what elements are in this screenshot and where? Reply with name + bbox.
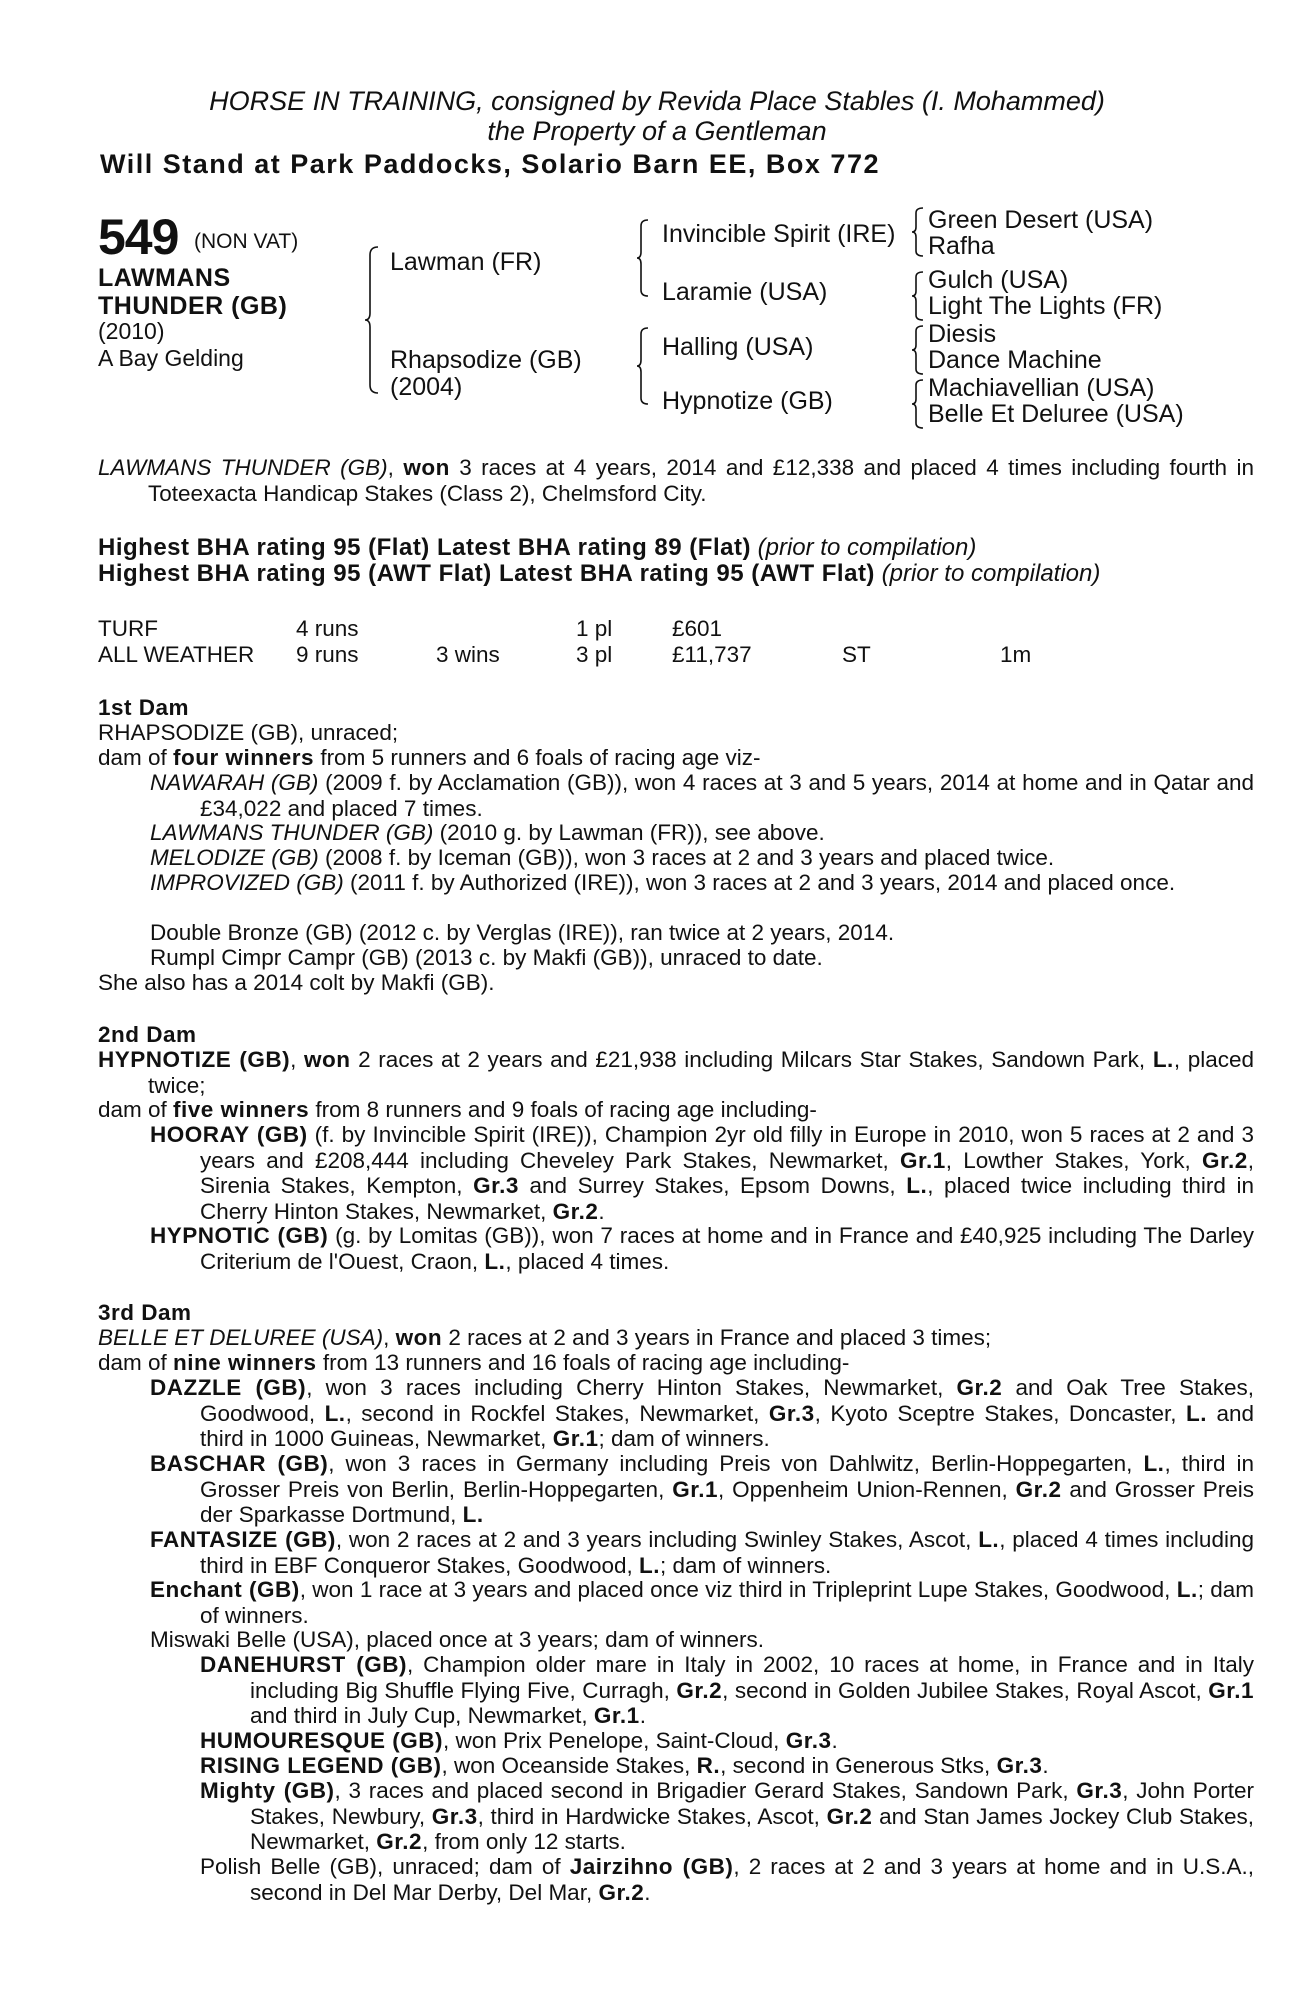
grand-produce-4: Mighty (GB), 3 races and placed second in Brigadier Gerard Stakes, Sandown Park, Gr.3, John Porter Stakes, Newbury, Gr.3, third in Hardwicke Stakes, Ascot, Gr.2 and Stan James Jockey Club Stakes, Newmarket, Gr.2, from only 12 starts. [200,1778,1254,1854]
rating-flat: Highest BHA rating 95 (Flat) Latest BHA rating 89 (Flat) (prior to compilation) [98,534,977,561]
race-record-summary: LAWMANS THUNDER (GB), won 3 races at 4 years, 2014 and £12,338 and placed 4 times including fourth in Toteexacta Handicap Stakes (Class 2), Chelmsford City. [98,455,1254,506]
lot-number: 549 [98,209,179,265]
third-dam-produce-3: FANTASIZE (GB), won 2 races at 2 and 3 years including Swinley Stakes, Ascot, L., placed 4 times including third in EBF Conqueror Stakes, Goodwood, L.; dam of winners. [150,1527,1254,1578]
horse-name-line2: THUNDER (GB) [98,292,288,320]
grand-produce-5: Polish Belle (GB), unraced; dam of Jairzihno (GB), 2 races at 2 and 3 years at home and in U.S.A., second in Del Mar Derby, Del Mar, Gr.2. [200,1854,1254,1905]
third-dam-produce-2: BASCHAR (GB), won 3 races in Germany including Preis von Dahlwitz, Berlin-Hoppegarten, L., third in Grosser Preis von Berlin, Berlin-Hoppegarten, Gr.1, Oppenheim Union-Rennen, Gr.2 and Grosser Preis der Sparkasse Dortmund, L. [150,1451,1254,1527]
vat-status: (NON VAT) [194,230,299,253]
catalogue-page: HORSE IN TRAINING, consigned by Revida Place Stables (I. Mohammed) the Property of a Gentleman Will Stand at Park Paddocks, Solario Barn EE, Box 772 549 (NON VAT) LAWMANS THUNDER (GB) (2010) A Bay Gelding Lawman (FR) Rhapsodize (GB) (2004) Invincible Spirit (IRE) Laramie (USA) Halling (USA) Hypnotize (GB) Green Desert (USA) Rafha Gulch (USA) Light The Lights (FR) Diesis Dance Machine Machiavellian (USA) Belle Et Deluree (USA) LAWMANS THUNDER (GB), won 3 races at 4 years, 2014 and £12,338 and placed 4 times including fourth in Toteexacta Handicap Stakes (Class 2), Chelmsford City. Highest BHA rating 95 (Flat) Latest BHA rating 89 (Flat) (prior to compilation) Highest BHA rating 95 (AWT Flat) Latest BHA rating 95 (AWT Flat) (prior to compilation) TURF 4 runs 1 pl £601 ALL WEATHER 9 runs 3 wins 3 pl £11,737 ST 1m 1st Dam RHAPSODIZE (GB), unraced; dam of four winners from 5 runners and 6 foals of racing age viz- NAWARAH (GB) (2009 f. by Acclamation (GB)), won 4 races at 3 and 5 years, 2014 at home and in Qatar and £34,022 and placed 7 times. LAWMANS THUNDER (GB) (2010 g. by Lawman (FR)), see above. MELODIZE (GB) (2008 f. by Iceman (GB)), won 3 races at 2 and 3 years and placed twice. IMPROVIZED (GB) (2011 f. by Authorized (IRE)), won 3 races at 2 and 3 years, 2014 and placed once. Double Bronze (GB) (2012 c. by Verglas (IRE)), ran twice at 2 years, 2014. Rumpl Cimpr Campr (GB) (2013 c. by Makfi (GB)), unraced to date. She also has a 2014 colt by Makfi (GB). 2nd Dam HYPNOTIZE (GB), won 2 races at 2 years and £21,938 including Milcars Star Stakes, Sandown Park, L., placed twice; dam of five winners from 8 runners and 9 foals of racing age including- HOORAY (GB) (f. by Invincible Spirit (IRE)), Champion 2yr old filly in Europe in 2010, won 5 races at 2 and 3 years and £208,444 including Cheveley Park Stakes, Newmarket, Gr.1, Lowther Stakes, York, Gr.2, Sirenia Stakes, Kempton, Gr.3 and Surrey Stakes, Epsom Downs, L., placed twice including third in Cherry Hinton Stakes, Newmarket, Gr.2. HYPNOTIC (GB) (g. by Lomitas (GB)), won 7 races at home and in France and £40,925 including The Darley Criterium de l'Ouest, Craon, L., placed 4 times. 3rd Dam BELLE ET DELUREE (USA), won 2 races at 2 and 3 years in France and placed 3 times; dam of nine winners from 13 runners and 16 foals of racing age including- DAZZLE (GB), won 3 races including Cherry Hinton Stakes, Newmarket, Gr.2 and Oak Tree Stakes, Goodwood, L., second in Rockfel Stakes, Newmarket, Gr.3, Kyoto Sceptre Stakes, Doncaster, L. and third in 1000 Guineas, Newmarket, Gr.1; dam of winners. BASCHAR (GB), won 3 races in Germany including Preis von Dahlwitz, Berlin-Hoppegarten, L., third in Grosser Preis von Berlin, Berlin-Hoppegarten, Gr.1, Oppenheim Union-Rennen, Gr.2 and Grosser Preis der Sparkasse Dortmund, L. FANTASIZE (GB), won 2 races at 2 and 3 years including Swinley Stakes, Ascot, L., placed 4 times including third in EBF Conqueror Stakes, Goodwood, L.; dam of winners. Enchant (GB), won 1 race at 3 years and placed once viz third in Tripleprint Lupe Stakes, Goodwood, L.; dam of winners. Miswaki Belle (USA), placed once at 3 years; dam of winners. DANEHURST (GB), Champion older mare in Italy in 2002, 10 races at home, in France and in Italy including Big Shuffle Flying Five, Curragh, Gr.2, second in Golden Jubilee Stakes, Royal Ascot, Gr.1 and third in July Cup, Newmarket, Gr.1. HUMOURESQUE (GB), won Prix Penelope, Saint-Cloud, Gr.3. RISING LEGEND (GB), won Oceanside Stakes, R., second in Generous Stks, Gr.3. Mighty (GB), 3 races and placed second in Brigadier Gerard Stakes, Sandown Park, Gr.3, John Porter Stakes, Newbury, Gr.3, third in Hardwicke Stakes, Ascot, Gr.2 and Stan James Jockey Club Stakes, Newmarket, Gr.2, from only 12 starts. Polish Belle (GB), unraced; dam of Jairzihno (GB), 2 races at 2 and 3 years at home and in U.S.A., second in Del Mar Derby, Del Mar, Gr.2. [0,0,1314,2000]
pedigree-dam-dam: Hypnotize (GB) [662,387,833,415]
first-dam-produce-7: She also has a 2014 colt by Makfi (GB). [98,970,495,995]
pedigree-dam: Rhapsodize (GB) [390,346,582,374]
first-dam-produce-1: NAWARAH (GB) (2009 f. by Acclamation (GB)), won 4 races at 3 and 5 years, 2014 at home and in Qatar and £34,022 and placed 7 times. [150,770,1255,821]
foaling-year: (2010) [98,318,165,344]
horse-description: A Bay Gelding [98,345,244,371]
pedigree-brace-dam [636,326,650,406]
pedigree-dam-year: (2004) [390,373,463,401]
pedigree-dsd: Dance Machine [928,346,1102,374]
pedigree-ddd: Belle Et Deluree (USA) [928,400,1184,428]
third-dam-produce-4: Enchant (GB), won 1 race at 3 years and placed once viz third in Tripleprint Lupe Stakes, Goodwood, L.; dam of winners. [150,1577,1254,1628]
grand-produce-1: DANEHURST (GB), Champion older mare in Italy in 2002, 10 races at home, in France and in Italy including Big Shuffle Flying Five, Curragh, Gr.2, second in Golden Jubilee Stakes, Royal Ascot, Gr.1 and third in July Cup, Newmarket, Gr.1. [200,1652,1254,1728]
pedigree-brace-gen1 [364,245,380,395]
pedigree-brace-ss [911,206,925,258]
first-dam-produce-2: LAWMANS THUNDER (GB) (2010 g. by Lawman (FR)), see above. [150,820,825,845]
second-dam-produce-summary: dam of five winners from 8 runners and 9 foals of racing age including- [98,1097,817,1122]
pedigree-sds: Gulch (USA) [928,266,1069,294]
first-dam-produce-4: IMPROVIZED (GB) (2011 f. by Authorized (IRE)), won 3 races at 2 and 3 years, 2014 and placed once. [150,870,1176,895]
third-dam-produce-5: Miswaki Belle (USA), placed once at 3 years; dam of winners. [150,1627,765,1652]
first-dam-produce-3: MELODIZE (GB) (2008 f. by Iceman (GB)), won 3 races at 2 and 3 years and placed twice. [150,845,1055,870]
pedigree-dam-sire: Halling (USA) [662,333,814,361]
second-dam-record: HYPNOTIZE (GB), won 2 races at 2 years and £21,938 including Milcars Star Stakes, Sandown Park, L., placed twice; [98,1047,1254,1098]
pedigree-brace-sd [911,270,925,322]
stable-location-line: Will Stand at Park Paddocks, Solario Barn EE, Box 772 [100,149,880,179]
second-dam-produce-2: HYPNOTIC (GB) (g. by Lomitas (GB)), won 7 races at home and in France and £40,925 including The Darley Criterium de l'Ouest, Craon, L., placed 4 times. [150,1223,1254,1274]
first-dam-produce-5: Double Bronze (GB) (2012 c. by Verglas (IRE)), ran twice at 2 years, 2014. [150,920,895,945]
consignor-line: HORSE IN TRAINING, consigned by Revida Place Stables (I. Mohammed) [209,86,1105,116]
third-dam-heading: 3rd Dam [98,1300,192,1325]
first-dam-line: RHAPSODIZE (GB), unraced; [98,720,399,745]
first-dam-heading: 1st Dam [98,695,190,720]
pedigree-ssd: Rafha [928,232,995,260]
grand-produce-3: RISING LEGEND (GB), won Oceanside Stakes, R., second in Generous Stks, Gr.3. [200,1753,1049,1778]
pedigree-brace-ds [911,324,925,376]
first-dam-produce-6: Rumpl Cimpr Campr (GB) (2013 c. by Makfi (GB)), unraced to date. [150,945,823,970]
third-dam-produce-1: DAZZLE (GB), won 3 races including Cherry Hinton Stakes, Newmarket, Gr.2 and Oak Tree Stakes, Goodwood, L., second in Rockfel Stakes, Newmarket, Gr.3, Kyoto Sceptre Stakes, Doncaster, L. and third in 1000 Guineas, Newmarket, Gr.1; dam of winners. [150,1375,1254,1451]
pedigree-sdd: Light The Lights (FR) [928,292,1163,320]
pedigree-brace-sire [636,218,650,298]
horse-name-line1: LAWMANS [98,264,231,292]
third-dam-produce-summary: dam of nine winners from 13 runners and 16 foals of racing age including- [98,1350,850,1375]
grand-produce-2: HUMOURESQUE (GB), won Prix Penelope, Saint-Cloud, Gr.3. [200,1728,838,1753]
second-dam-heading: 2nd Dam [98,1022,197,1047]
property-line: the Property of a Gentleman [487,116,827,146]
pedigree-sire-sire: Invincible Spirit (IRE) [662,220,896,248]
pedigree-sss: Green Desert (USA) [928,206,1154,234]
second-dam-produce-1: HOORAY (GB) (f. by Invincible Spirit (IRE)), Champion 2yr old filly in Europe in 2010, won 5 races at 2 and 3 years and £208,444 including Cheveley Park Stakes, Newmarket, Gr.1, Lowther Stakes, York, Gr.2, Sirenia Stakes, Kempton, Gr.3 and Surrey Stakes, Epsom Downs, L., placed twice including third in Cherry Hinton Stakes, Newmarket, Gr.2. [150,1122,1255,1224]
first-dam-produce-summary: dam of four winners from 5 runners and 6 foals of racing age viz- [98,745,761,770]
pedigree-sire: Lawman (FR) [390,248,542,276]
pedigree-dds: Machiavellian (USA) [928,374,1155,402]
pedigree-sire-dam: Laramie (USA) [662,278,828,306]
pedigree-brace-dd [911,378,925,430]
third-dam-record: BELLE ET DELUREE (USA), won 2 races at 2 and 3 years in France and placed 3 times; [98,1325,992,1350]
pedigree-dss: Diesis [928,320,997,348]
rating-awt: Highest BHA rating 95 (AWT Flat) Latest BHA rating 95 (AWT Flat) (prior to compilation) [98,560,1101,587]
